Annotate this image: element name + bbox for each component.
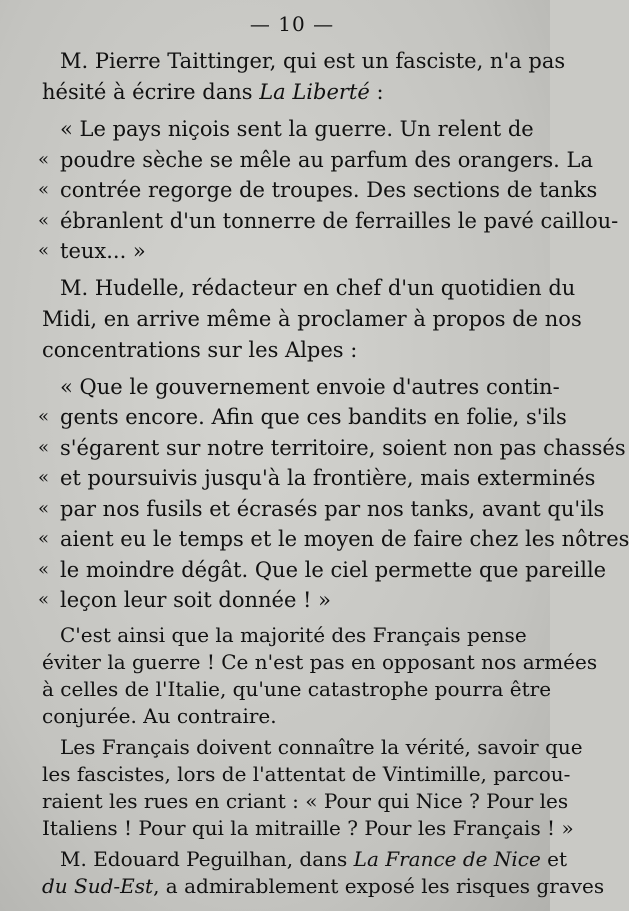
- quote-line: « Le pays niçois sent la guerre. Un relent de: [60, 117, 534, 141]
- quote-mark: «: [38, 528, 50, 549]
- quote-line: [38, 402, 567, 433]
- text-line: C'est ainsi que la majorité des Français pense: [60, 622, 527, 647]
- text-line: raient les rues en criant : « Pour qui Nice ? Pour les: [42, 788, 569, 813]
- quote-line-text: le moindre dégât. Que le ciel permette que pareille: [60, 557, 607, 582]
- quote-line: [38, 206, 619, 237]
- quote-mark: «: [38, 589, 50, 610]
- quote-mark: «: [38, 179, 50, 200]
- paragraph-verite: [42, 734, 583, 842]
- quote-taittinger: [38, 114, 619, 267]
- quote-line: [38, 555, 607, 586]
- quote-line-text: et poursuivis jusqu'à la frontière, mais exterminés: [60, 466, 596, 490]
- quote-mark: «: [38, 209, 50, 231]
- quote-mark: «: [38, 148, 50, 170]
- text-line: concentrations sur les Alpes :: [42, 337, 358, 362]
- text-line: conjurée. Au contraire.: [42, 703, 277, 728]
- text-line: M. Hudelle, rédacteur en chef d'un quotidien du: [60, 275, 576, 300]
- text-line: à celles de l'Italie, qu'une catastrophe pourra être: [42, 676, 552, 701]
- text-line: hésité à écrire dans La Liberté :: [42, 80, 384, 104]
- quote-mark: «: [38, 436, 50, 458]
- quote-line-text: aient eu le temps et le moyen de faire chez les nôtres: [60, 527, 629, 551]
- quote-mark: «: [38, 467, 50, 488]
- publication-title: du Sud-Est: [42, 873, 154, 898]
- text-line: M. Pierre Taittinger, qui est un fasciste, n'a pas: [60, 49, 566, 73]
- quote-line-text: teux... »: [60, 239, 146, 263]
- paragraph-taittinger: [42, 46, 566, 108]
- publication-title: La France de Nice: [353, 846, 541, 871]
- publication-title: La Liberté: [259, 80, 370, 104]
- quote-line: [38, 524, 629, 555]
- quote-line-text: contrée regorge de troupes. Des sections de tanks: [60, 178, 598, 202]
- quote-line-text: leçon leur soit donnée ! »: [60, 588, 332, 612]
- quote-line: [38, 145, 593, 176]
- page-number: — 10 —: [249, 12, 335, 36]
- quote-mark: «: [38, 497, 50, 519]
- text-line: Les Français doivent connaître la vérité, savoir que: [60, 734, 583, 759]
- paragraph-peguilhan: [42, 846, 605, 900]
- quote-line-text: s'égarent sur notre territoire, soient non pas chassés: [60, 435, 626, 460]
- text-line: M. Edouard Peguilhan, dans La France de Nice et: [60, 846, 568, 871]
- text-line: les fascistes, lors de l'attentat de Vintimille, parcou-: [42, 761, 571, 786]
- text-line: du Sud-Est, a admirablement exposé les risques graves: [42, 873, 605, 898]
- quote-line: [38, 494, 605, 525]
- quote-line: [38, 236, 542, 267]
- quote-hudelle: [38, 372, 629, 616]
- quote-line: [38, 433, 626, 464]
- quote-line: [38, 585, 542, 616]
- quote-line-text: gents encore. Afin que ces bandits en folie, s'ils: [60, 405, 567, 429]
- quote-line: [38, 175, 598, 206]
- text-line: Midi, en arrive même à proclamer à propos de nos: [42, 306, 582, 331]
- text-line: éviter la guerre ! Ce n'est pas en opposant nos armées: [42, 649, 598, 674]
- quote-line: « Que le gouvernement envoie d'autres contin-: [60, 374, 560, 399]
- quote-line-text: ébranlent d'un tonnerre de ferrailles le pavé caillou-: [60, 208, 619, 233]
- quote-line-text: par nos fusils et écrasés par nos tanks, avant qu'ils: [60, 496, 605, 521]
- text-line: Italiens ! Pour qui la mitraille ? Pour les Français ! »: [42, 815, 574, 840]
- quote-mark: «: [38, 406, 50, 427]
- paragraph-majorite: [42, 622, 598, 730]
- quote-line-text: poudre sèche se mêle au parfum des orangers. La: [60, 147, 593, 172]
- quote-mark: «: [38, 240, 50, 261]
- quote-mark: «: [38, 558, 50, 580]
- quote-line: [38, 463, 596, 494]
- paragraph-hudelle: [42, 273, 582, 366]
